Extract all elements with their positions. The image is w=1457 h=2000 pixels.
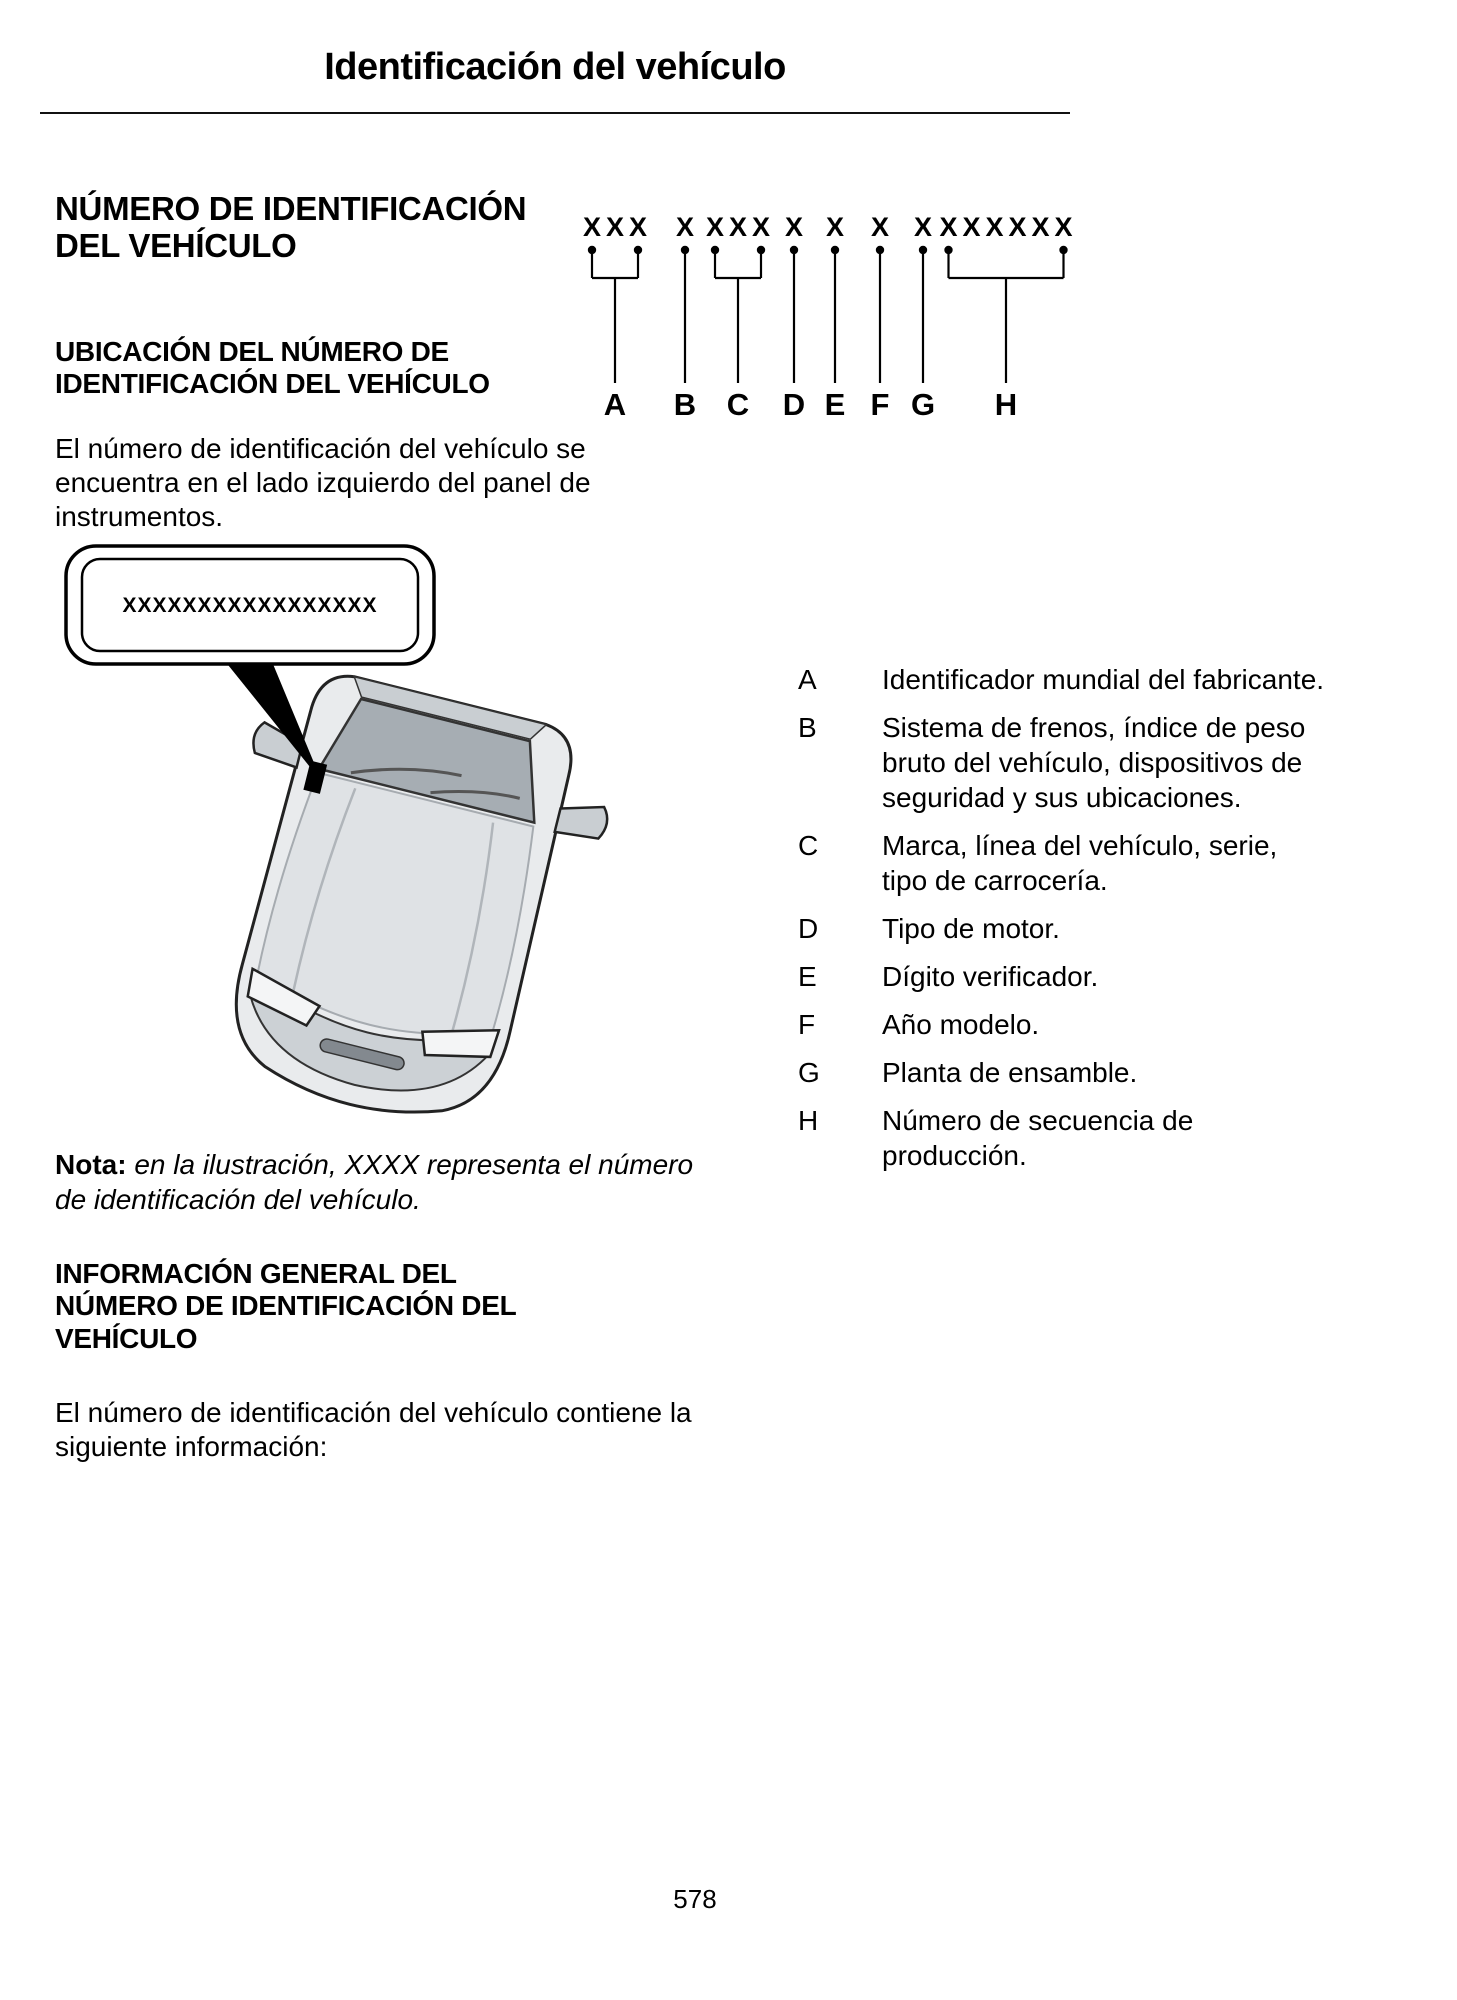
vin-definition-list: [798, 662, 1338, 1186]
vin-group-dot: [634, 246, 642, 254]
vin-char: X: [1054, 212, 1073, 242]
vin-group-dot: [681, 246, 689, 254]
section-heading-vin-number: NÚMERO DE IDENTIFICACIÓN DEL VEHÍCULO: [55, 190, 527, 265]
vin-char: X: [825, 212, 845, 242]
vin-definition-text: Planta de ensamble.: [882, 1057, 1138, 1088]
note-text: en la ilustración, XXXX representa el número de identificación del vehículo.: [55, 1149, 694, 1215]
vin-definition-key: B: [798, 712, 817, 743]
vin-definition-row: [798, 1007, 1338, 1042]
vin-char: X: [582, 212, 602, 242]
vin-definition-text: Número de secuencia de producción.: [882, 1105, 1194, 1171]
vin-group-dot: [588, 246, 596, 254]
vin-definition-row: [798, 828, 1338, 898]
vin-char: X: [605, 212, 625, 242]
vin-group-dot: [876, 246, 884, 254]
vin-definition-key: G: [798, 1057, 820, 1088]
vin-definition-text: Año modelo.: [882, 1009, 1040, 1040]
vin-definition-key: F: [798, 1009, 816, 1040]
vin-definition-row: [798, 959, 1338, 994]
vin-group-dot: [790, 246, 798, 254]
vin-group-dot: [1059, 246, 1067, 254]
section-heading-vin-info: INFORMACIÓN GENERAL DEL NÚMERO DE IDENTIFICACIÓN DEL VEHÍCULO: [55, 1258, 516, 1354]
vin-char: X: [985, 212, 1004, 242]
vin-location-illustration: [58, 540, 658, 1120]
vin-definition-row: [798, 1055, 1338, 1090]
vin-definition-key: D: [798, 913, 819, 944]
vin-position-label: C: [726, 387, 750, 422]
subsection-heading-vin-location: UBICACIÓN DEL NÚMERO DE IDENTIFICACIÓN DEL VEHÍCULO: [55, 336, 490, 400]
vin-char: X: [913, 212, 933, 242]
vin-position-label: G: [910, 387, 936, 422]
vin-definition-text: Dígito verificador.: [882, 961, 1099, 992]
vin-definition-key: E: [798, 961, 817, 992]
vin-definition-text: Identificador mundial del fabricante.: [882, 664, 1325, 695]
vin-plate-text: XXXXXXXXXXXXXXXXX: [122, 594, 378, 617]
vin-char: X: [751, 212, 771, 242]
vin-char: X: [705, 212, 725, 242]
vin-group-dot: [757, 246, 765, 254]
page-number: 578: [673, 1884, 717, 1914]
vin-info-paragraph: El número de identificación del vehículo contiene la siguiente información:: [55, 1397, 692, 1463]
vin-group-dot: [711, 246, 719, 254]
vin-definition-row: [798, 1103, 1338, 1173]
vin-char: X: [728, 212, 748, 242]
vin-definition-text: Marca, línea del vehículo, serie, tipo de carrocería.: [882, 830, 1278, 896]
vin-position-label: E: [824, 387, 846, 422]
vin-location-drawing: [58, 540, 658, 1115]
vin-position-label: D: [782, 387, 806, 422]
vin-group-dot: [944, 246, 952, 254]
vin-structure-diagram: [562, 208, 1082, 423]
note-label: Nota:: [55, 1149, 127, 1180]
header-divider: [40, 112, 1070, 114]
vin-definition-key: H: [798, 1105, 819, 1136]
vin-char: X: [939, 212, 958, 242]
vin-definition-row: [798, 911, 1338, 946]
vin-char: X: [628, 212, 648, 242]
vin-definition-text: Sistema de frenos, índice de peso bruto del vehículo, dispositivos de seguridad y sus ubicaciones.: [882, 712, 1306, 813]
page-header-title: Identificación del vehículo: [324, 46, 786, 88]
vin-char: X: [784, 212, 804, 242]
vin-char: X: [1031, 212, 1050, 242]
vin-definition-row: [798, 662, 1338, 697]
vin-location-paragraph: El número de identificación del vehículo se encuentra en el lado izquierdo del panel de instrumentos.: [55, 433, 591, 533]
note-paragraph: [55, 1148, 705, 1217]
vin-position-label: H: [994, 387, 1018, 422]
vin-definition-key: A: [798, 664, 817, 695]
vin-char: X: [1008, 212, 1027, 242]
vin-position-label: F: [870, 387, 890, 422]
vin-group-dot: [919, 246, 927, 254]
vin-position-label: A: [603, 387, 627, 422]
vin-position-label: B: [673, 387, 697, 422]
vin-group-dot: [831, 246, 839, 254]
vin-char: X: [962, 212, 981, 242]
vin-char: X: [675, 212, 695, 242]
vin-definition-text: Tipo de motor.: [882, 913, 1060, 944]
vin-definition-key: C: [798, 830, 819, 861]
vin-char: X: [870, 212, 890, 242]
car-top-view: [174, 657, 627, 1115]
vin-definition-row: [798, 710, 1338, 815]
